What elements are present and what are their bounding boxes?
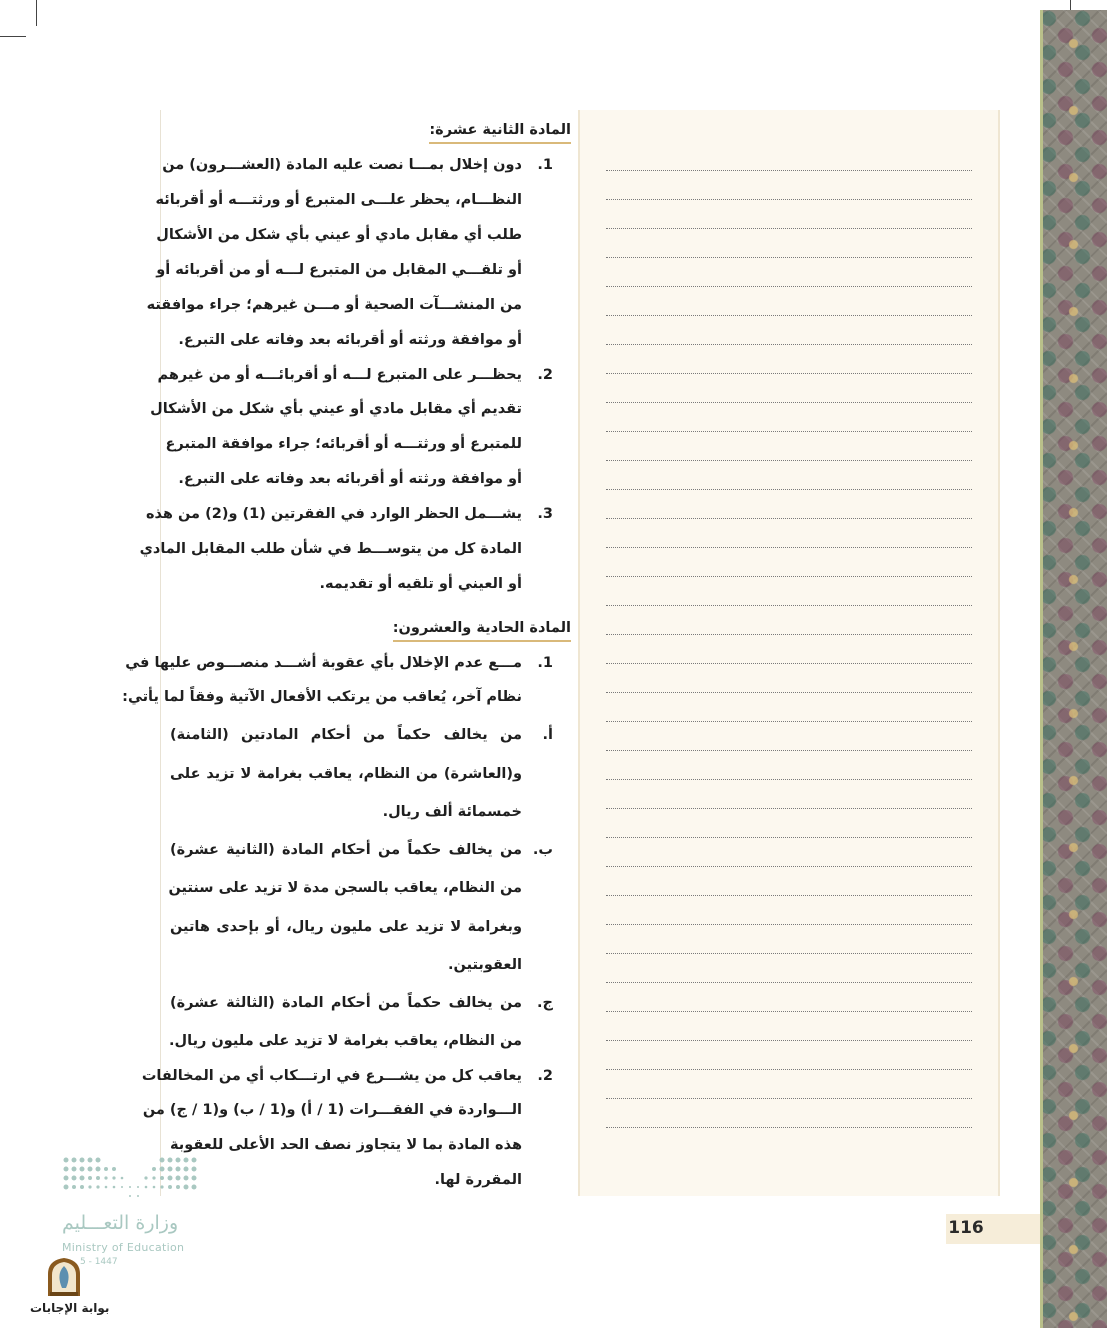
crop-mark xyxy=(0,36,26,37)
ministry-year: 5 - 1447 xyxy=(80,1257,118,1267)
item-number: 2. xyxy=(537,1068,553,1084)
note-line xyxy=(606,1069,972,1070)
item-number: 1. xyxy=(537,655,553,671)
text-line: للمتبرع أو ورثتـــه أو أقربائه؛ جراء موافقة المتبرع xyxy=(165,436,522,452)
crop-mark xyxy=(36,0,37,26)
text-line: الـــواردة في الفقـــرات (1 / أ) و(1 / ب) و(1 / ج) من xyxy=(142,1102,522,1118)
text-line: أو موافقة ورثته أو أقربائه بعد وفاته على التبرع. xyxy=(178,471,522,487)
text-line: العقوبتين. xyxy=(448,957,522,973)
notes-panel xyxy=(578,110,1000,1196)
note-line xyxy=(606,1127,972,1128)
ministry-name-arabic: وزارة التعـــليم xyxy=(62,1212,179,1234)
site-logo-text: بوابة الإجابات xyxy=(30,1301,110,1315)
note-line xyxy=(606,576,972,577)
text-line: من المنشـــآت الصحية أو مـــن غيرهم؛ جراء موافقته xyxy=(146,297,522,313)
text-line: تقديم أي مقابل مادي أو عيني بأي شكل من الأشكال xyxy=(150,401,522,417)
ministry-name-english: Ministry of Education xyxy=(62,1241,185,1254)
text-column xyxy=(122,110,579,1196)
note-line xyxy=(606,1011,972,1012)
decorative-border xyxy=(1040,10,1107,1328)
item-number: 2. xyxy=(537,367,553,383)
note-line xyxy=(606,953,972,954)
text-line: المقررة لها. xyxy=(434,1172,522,1188)
note-line xyxy=(606,1098,972,1099)
note-line xyxy=(606,1040,972,1041)
text-line: المادة كل من يتوســـط في شأن طلب المقابل المادي xyxy=(139,541,522,557)
note-line xyxy=(606,866,972,867)
text-line: يشـــمل الحظر الوارد في الفقرتين (1) و(2) من هذه xyxy=(145,506,522,522)
note-line xyxy=(606,605,972,606)
page-number: 116 xyxy=(948,1218,984,1238)
note-line xyxy=(606,692,972,693)
text-line: أو موافقة ورثته أو أقربائه بعد وفاته على التبرع. xyxy=(178,332,522,348)
note-line xyxy=(606,808,972,809)
article-21-heading: المادة الحادية والعشرون: xyxy=(393,618,571,642)
note-line xyxy=(606,518,972,519)
text-line: من يخالف حكماً من أحكام المادة (الثالثة عشرة) xyxy=(170,995,522,1011)
note-line xyxy=(606,982,972,983)
note-line xyxy=(606,431,972,432)
note-line xyxy=(606,286,972,287)
text-line: أو العيني أو تلقيه أو تقديمه. xyxy=(319,576,522,592)
text-line: من النظام، يعاقب بالسجن مدة لا تزيد على سنتين xyxy=(168,880,522,896)
text-line: مـــع عدم الإخلال بأي عقوبة أشـــد منصـــوص عليها في xyxy=(125,655,522,671)
note-line xyxy=(606,344,972,345)
text-line: و(العاشرة) من النظام، يعاقب بغرامة لا تزيد على xyxy=(170,766,522,782)
item-number: 3. xyxy=(537,506,553,522)
note-line xyxy=(606,228,972,229)
text-line: من يخالف حكماً من أحكام المادة (الثانية عشرة) xyxy=(170,842,522,858)
text-line: نظام آخر، يُعاقب من يرتكب الأفعال الآتية وفقاً لما يأتي: xyxy=(122,689,522,705)
note-line xyxy=(606,837,972,838)
note-line xyxy=(606,547,972,548)
note-line xyxy=(606,721,972,722)
note-line xyxy=(606,924,972,925)
text-line: وبغرامة لا تزيد على مليون ريال، أو بإحدى هاتين xyxy=(170,919,522,935)
text-line: طلب أي مقابل مادي أو عيني بأي شكل من الأشكال xyxy=(156,227,522,243)
text-line: أو تلقـــي المقابل من المتبرع لـــه أو من أقربائه أو xyxy=(156,262,522,278)
note-line xyxy=(606,257,972,258)
text-line: هذه المادة بما لا يتجاوز نصف الحد الأعلى للعقوبة xyxy=(170,1137,522,1153)
text-line: النظـــام، يحظر علـــى المتبرع أو ورثتـــه أو أقربائه xyxy=(155,192,522,208)
note-line xyxy=(606,895,972,896)
ministry-dots-logo xyxy=(62,1156,198,1200)
note-line xyxy=(606,170,972,171)
note-line xyxy=(606,402,972,403)
note-line xyxy=(606,779,972,780)
article-12-heading: المادة الثانية عشرة: xyxy=(429,120,571,144)
text-line: دون إخلال بمـــا نصت عليه المادة (العشـــرون) من xyxy=(162,157,522,173)
note-line xyxy=(606,489,972,490)
text-line: خمسمائة ألف ريال. xyxy=(382,804,522,820)
note-line xyxy=(606,315,972,316)
quill-badge-icon xyxy=(42,1256,86,1300)
note-line xyxy=(606,750,972,751)
item-number: 1. xyxy=(537,157,553,173)
text-line: يحظـــر على المتبرع لـــه أو أقربائـــه أو من غيرهم xyxy=(157,367,522,383)
note-line xyxy=(606,199,972,200)
text-line: يعاقب كل من يشـــرع في ارتـــكاب أي من المخالفات xyxy=(141,1068,522,1084)
sub-item-letter: ب. xyxy=(532,842,553,858)
sub-item-letter: أ. xyxy=(542,727,553,743)
text-line: من يخالف حكماً من أحكام المادتين (الثامنة) xyxy=(170,727,522,743)
sub-item-letter: ج. xyxy=(537,995,553,1011)
decorative-border-edge xyxy=(1040,10,1043,1328)
note-line xyxy=(606,663,972,664)
note-line xyxy=(606,634,972,635)
note-line xyxy=(606,460,972,461)
page-number-box xyxy=(946,1214,1040,1244)
text-line: من النظام، يعاقب بغرامة لا تزيد على مليون ريال. xyxy=(169,1033,522,1049)
note-line xyxy=(606,373,972,374)
